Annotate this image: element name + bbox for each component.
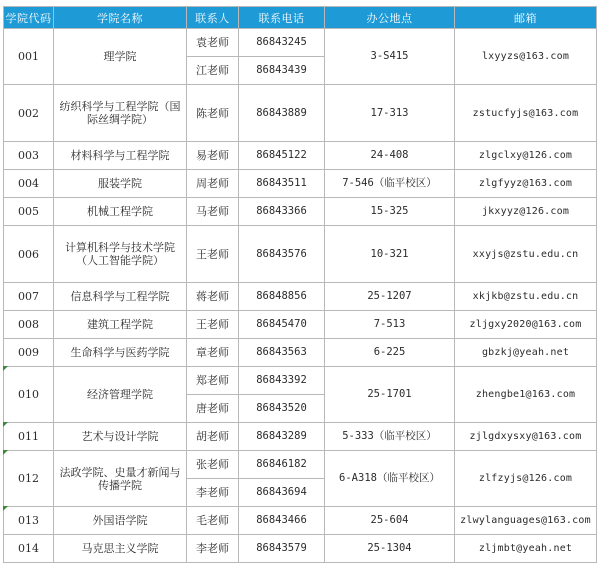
college-name: 信息科学与工程学院 [54,283,187,311]
college-code: 005 [4,198,54,226]
corner-marker [3,506,8,511]
office-location: 15-325 [325,198,455,226]
college-code: 013 [4,507,54,535]
contact-person: 张老师 [187,451,239,479]
office-location: 25-1304 [325,535,455,563]
college-name: 计算机科学与技术学院（人工智能学院） [54,226,187,283]
table-row [4,198,597,226]
contact-person: 李老师 [187,479,239,507]
college-code: 002 [4,85,54,142]
contact-person: 李老师 [187,535,239,563]
email: zlgclxy@126.com [455,142,597,170]
college-code: 010 [4,367,54,423]
contact-phone: 86843511 [239,170,325,198]
email: zhengbe1@163.com [455,367,597,423]
table-row [4,226,597,283]
email: xkjkb@zstu.edu.cn [455,283,597,311]
office-location: 3-S415 [325,29,455,85]
contact-person: 王老师 [187,311,239,339]
email: zljmbt@yeah.net [455,535,597,563]
table-row [4,507,597,535]
contact-person: 周老师 [187,170,239,198]
contact-person: 袁老师 [187,29,239,57]
contact-person: 陈老师 [187,85,239,142]
corner-marker [3,450,8,455]
office-location: 17-313 [325,85,455,142]
contact-phone: 86848856 [239,283,325,311]
office-location: 6-A318（临平校区） [325,451,455,507]
college-code: 001 [4,29,54,85]
college-name: 生命科学与医药学院 [54,339,187,367]
office-location: 5-333（临平校区） [325,423,455,451]
office-location: 6-225 [325,339,455,367]
office-location: 25-604 [325,507,455,535]
header-office-location: 办公地点 [325,7,455,29]
email: zjlgdxysxy@163.com [455,423,597,451]
email: zljgxy2020@163.com [455,311,597,339]
college-name: 机械工程学院 [54,198,187,226]
contact-phone: 86843245 [239,29,325,57]
office-location: 25-1701 [325,367,455,423]
college-code: 008 [4,311,54,339]
office-location: 25-1207 [325,283,455,311]
contact-person: 唐老师 [187,395,239,423]
college-code: 003 [4,142,54,170]
contact-person: 马老师 [187,198,239,226]
header-row [4,7,597,29]
contact-phone: 86846182 [239,451,325,479]
contact-phone: 86845122 [239,142,325,170]
contact-person: 胡老师 [187,423,239,451]
college-name: 马克思主义学院 [54,535,187,563]
corner-marker [3,422,8,427]
email: lxyyzs@163.com [455,29,597,85]
contact-phone: 86843289 [239,423,325,451]
contact-phone: 86843563 [239,339,325,367]
contact-phone: 86843439 [239,57,325,85]
contact-phone: 86843579 [239,535,325,563]
table-row [4,367,597,395]
table-row [4,451,597,479]
header-email: 邮箱 [455,7,597,29]
email: zstucfyjs@163.com [455,85,597,142]
table-row [4,170,597,198]
contact-phone: 86845470 [239,311,325,339]
college-code: 011 [4,423,54,451]
table-row [4,29,597,57]
college-code: 007 [4,283,54,311]
email: jkxyyz@126.com [455,198,597,226]
email: zlfzyjs@126.com [455,451,597,507]
office-location: 24-408 [325,142,455,170]
college-code: 006 [4,226,54,283]
email: zlwylanguages@163.com [455,507,597,535]
corner-marker [3,366,8,371]
contact-phone: 86843392 [239,367,325,395]
header-contact-person: 联系人 [187,7,239,29]
header-college-code: 学院代码 [4,7,54,29]
college-name: 纺织科学与工程学院（国际丝绸学院） [54,85,187,142]
office-location: 7-513 [325,311,455,339]
college-name: 外国语学院 [54,507,187,535]
college-name: 艺术与设计学院 [54,423,187,451]
contact-person: 易老师 [187,142,239,170]
college-code: 009 [4,339,54,367]
email: zlgfyyz@163.com [455,170,597,198]
email: gbzkj@yeah.net [455,339,597,367]
table-row [4,311,597,339]
office-location: 10-321 [325,226,455,283]
college-contact-table [3,6,597,563]
college-name: 法政学院、史量才新闻与传播学院 [54,451,187,507]
table-row [4,339,597,367]
college-contact-table-container [3,6,596,563]
contact-phone: 86843466 [239,507,325,535]
college-code: 014 [4,535,54,563]
college-name: 理学院 [54,29,187,85]
table-row [4,535,597,563]
header-college-name: 学院名称 [54,7,187,29]
college-name: 服装学院 [54,170,187,198]
contact-person: 毛老师 [187,507,239,535]
contact-phone: 86843520 [239,395,325,423]
table-row [4,283,597,311]
contact-person: 章老师 [187,339,239,367]
contact-person: 蒋老师 [187,283,239,311]
college-name: 经济管理学院 [54,367,187,423]
contact-phone: 86843889 [239,85,325,142]
contact-person: 江老师 [187,57,239,85]
contact-phone: 86843576 [239,226,325,283]
contact-person: 郑老师 [187,367,239,395]
college-code: 012 [4,451,54,507]
contact-phone: 86843694 [239,479,325,507]
email: xxyjs@zstu.edu.cn [455,226,597,283]
table-row [4,142,597,170]
contact-person: 王老师 [187,226,239,283]
contact-phone: 86843366 [239,198,325,226]
office-location: 7-546（临平校区） [325,170,455,198]
table-row [4,85,597,142]
college-name: 建筑工程学院 [54,311,187,339]
header-contact-phone: 联系电话 [239,7,325,29]
college-name: 材料科学与工程学院 [54,142,187,170]
college-code: 004 [4,170,54,198]
table-row [4,423,597,451]
